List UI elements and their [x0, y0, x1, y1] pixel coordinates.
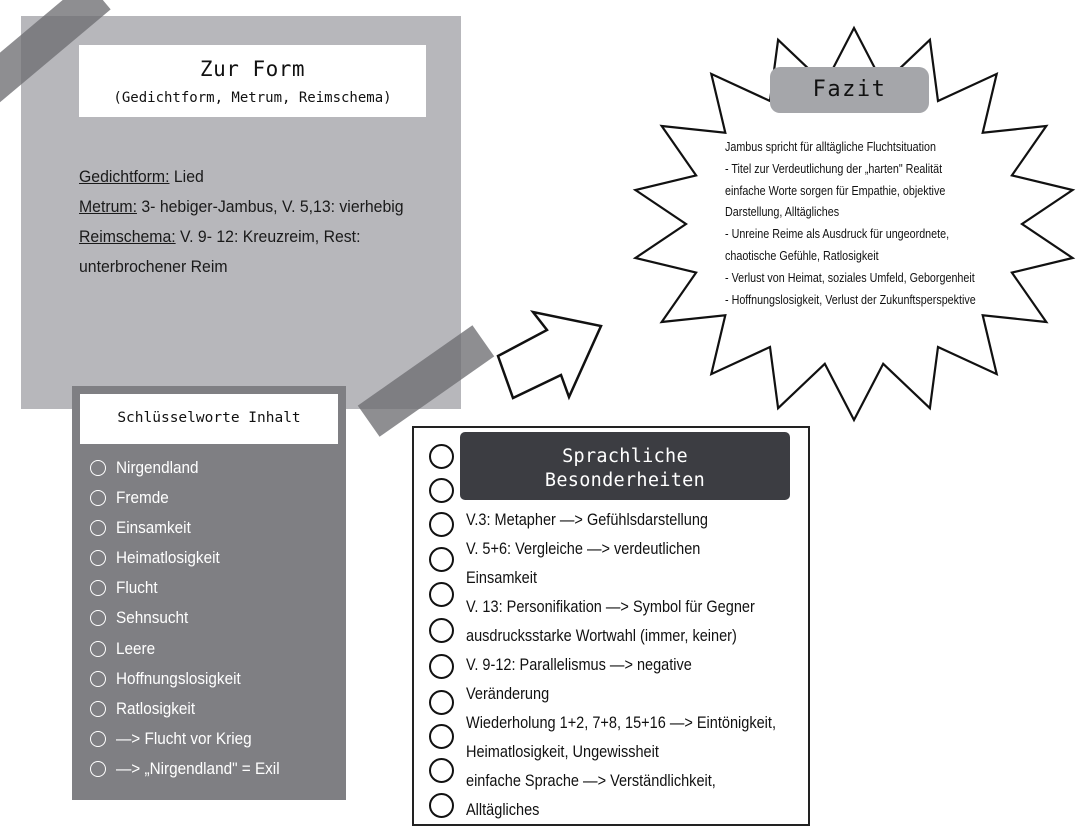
form-key: Reimschema: — [79, 227, 176, 246]
sprachliche-line: V. 9-12: Parallelismus —> negative — [466, 656, 692, 674]
fazit-line: - Hoffnungslosigkeit, Verlust der Zukunftsperspektive — [725, 292, 976, 307]
keyword-label: Nirgendland — [116, 458, 199, 477]
fazit-line: chaotische Gefühle, Ratlosigkeit — [725, 248, 879, 263]
sprachliche-lines — [466, 506, 774, 825]
checkbox-circle-icon[interactable] — [429, 478, 454, 503]
sprachliche-title — [460, 445, 790, 493]
form-key: Gedichtform: — [79, 167, 170, 186]
fazit-line: einfache Worte sorgen für Empathie, objektive — [725, 183, 946, 198]
sprachliche-line: Heimatlosigkeit, Ungewissheit — [466, 743, 659, 761]
sprachliche-line: Alltägliches — [466, 801, 540, 819]
sprachliche-line: V. 5+6: Vergleiche —> verdeutlichen — [466, 540, 701, 558]
keyword-label: Sehnsucht — [116, 608, 189, 628]
circle-bullet-icon — [90, 520, 106, 536]
checkbox-circle-icon[interactable] — [429, 582, 454, 607]
circle-bullet-icon — [90, 580, 106, 596]
fazit-line: Jambus spricht für alltägliche Fluchtsituation — [725, 140, 936, 154]
fazit-line: - Unreine Reime als Ausdruck für ungeordnete, — [725, 227, 950, 242]
form-value: Lied — [169, 167, 204, 186]
form-value: unterbrochener Reim — [79, 257, 228, 276]
form-line-continuation — [79, 252, 423, 282]
checkbox-circle-icon[interactable] — [429, 724, 454, 749]
fazit-line: Darstellung, Alltägliches — [725, 205, 840, 220]
keywords-title: Schlüsselworte Inhalt — [117, 410, 301, 426]
keyword-label: Leere — [116, 638, 156, 658]
sprachliche-panel — [412, 426, 810, 826]
fazit-title: Fazit — [812, 77, 887, 102]
sprachliche-line: Einsamkeit — [466, 569, 538, 587]
checkbox-circle-icon[interactable] — [429, 444, 454, 469]
fazit-title-pill — [770, 67, 929, 113]
form-value: V. 9- 12: Kreuzreim, Rest: — [175, 227, 361, 246]
checkbox-circle-icon[interactable] — [429, 618, 454, 643]
keyword-label: Heimatlosigkeit — [116, 548, 220, 568]
form-line-metrum — [79, 192, 423, 222]
circle-bullet-icon — [90, 761, 106, 777]
circle-bullet-icon — [90, 731, 106, 747]
arrow-right-icon — [493, 306, 605, 402]
keyword-label: Flucht — [116, 578, 158, 598]
circle-bullet-icon — [90, 641, 106, 657]
checkbox-circle-icon[interactable] — [429, 512, 454, 537]
sprachliche-title-card — [460, 432, 790, 500]
form-subtitle: (Gedichtform, Metrum, Reimschema) — [113, 90, 392, 106]
sprachliche-line: Wiederholung 1+2, 7+8, 15+16 —> Eintönigkeit, — [466, 714, 776, 732]
form-key: Metrum: — [79, 197, 137, 216]
keyword-label: Hoffnungslosigkeit — [116, 668, 241, 688]
keyword-label: Fremde — [116, 488, 169, 508]
sprachliche-line: V. 13: Personifikation —> Symbol für Gegner — [466, 598, 755, 616]
keywords-panel — [72, 386, 346, 800]
keyword-label: —> „Nirgendland" = Exil — [116, 758, 280, 778]
circle-bullet-icon — [90, 460, 106, 476]
fazit-line: - Titel zur Verdeutlichung der „harten" Realität — [725, 161, 943, 176]
checkbox-circle-icon[interactable] — [429, 690, 454, 715]
form-title: Zur Form — [199, 57, 306, 81]
circle-bullet-icon — [90, 550, 106, 566]
form-line-gedichtform — [79, 162, 423, 192]
checkbox-circle-icon[interactable] — [429, 547, 454, 572]
checkbox-circle-icon[interactable] — [429, 758, 454, 783]
checkbox-circle-icon[interactable] — [429, 654, 454, 679]
form-title-card — [79, 45, 426, 117]
fazit-lines — [725, 137, 1009, 311]
sprachliche-line: Veränderung — [466, 685, 550, 703]
circle-bullet-icon — [90, 610, 106, 626]
sprachliche-title-line: Sprachliche — [562, 446, 688, 467]
form-panel — [21, 16, 461, 409]
sprachliche-line: einfache Sprache —> Verständlichkeit, — [466, 772, 716, 790]
fazit-line: - Verlust von Heimat, soziales Umfeld, Geborgenheit — [725, 270, 975, 285]
circle-bullet-icon — [90, 490, 106, 506]
circle-bullet-icon — [90, 701, 106, 717]
sprachliche-title-line: Besonderheiten — [544, 470, 706, 491]
checkbox-circle-icon[interactable] — [429, 793, 454, 818]
circle-bullet-icon — [90, 671, 106, 687]
form-line-reimschema — [79, 222, 423, 252]
form-details — [79, 162, 423, 282]
sprachliche-line: ausdrucksstarke Wortwahl (immer, keiner) — [466, 627, 737, 645]
keyword-label: —> Flucht vor Krieg — [116, 728, 252, 748]
keywords-title-card — [80, 394, 338, 444]
keyword-label: Ratlosigkeit — [116, 698, 196, 718]
form-value: 3- hebiger-Jambus, V. 5,13: vierhebig — [136, 197, 404, 216]
sprachliche-line: V.3: Metapher —> Gefühlsdarstellung — [466, 511, 709, 529]
keyword-label: Einsamkeit — [116, 518, 191, 538]
